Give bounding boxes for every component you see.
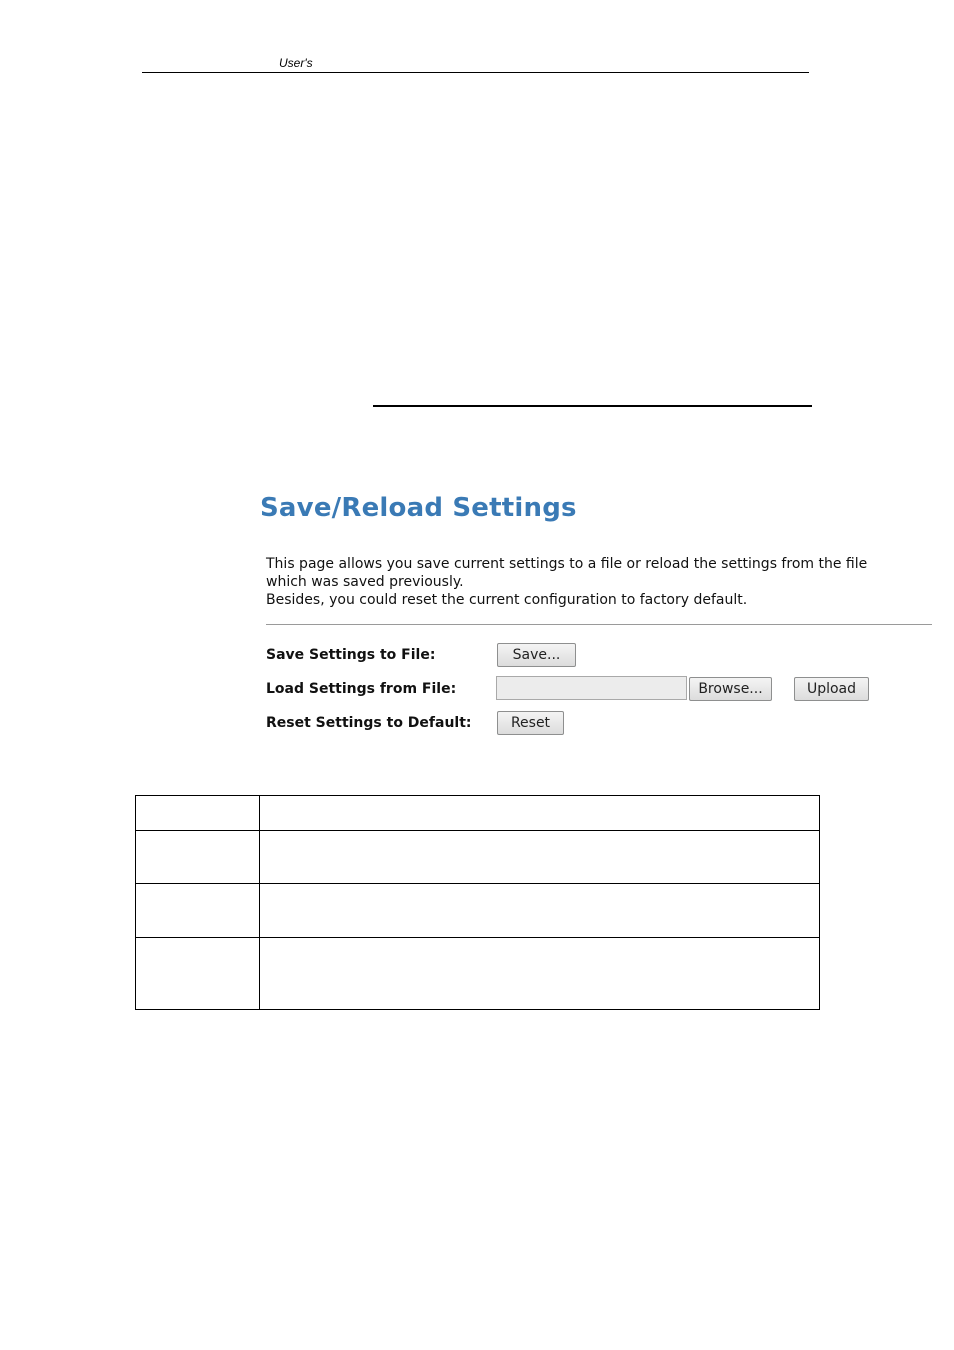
- page-description: [266, 555, 926, 609]
- save-button[interactable]: Save...: [497, 643, 576, 667]
- load-settings-label: Load Settings from File:: [266, 681, 457, 697]
- parameter-table: [135, 795, 820, 1010]
- table-row: [136, 938, 820, 1010]
- table-cell: [136, 796, 260, 831]
- table-cell: [136, 831, 260, 884]
- reset-settings-label: Reset Settings to Default:: [266, 715, 472, 731]
- table-cell: [260, 938, 820, 1010]
- save-settings-label: Save Settings to File:: [266, 647, 436, 663]
- running-header: User's: [279, 56, 313, 70]
- description-line: Besides, you could reset the current configuration to factory default.: [266, 592, 748, 608]
- header-rule: [142, 72, 809, 73]
- description-line: which was saved previously.: [266, 574, 464, 590]
- table-cell: [260, 884, 820, 938]
- reset-button[interactable]: Reset: [497, 711, 564, 735]
- page-title: Save/Reload Settings: [260, 493, 577, 523]
- divider: [266, 624, 932, 625]
- section-underline: [373, 405, 812, 407]
- table-cell: [136, 938, 260, 1010]
- table-row: [136, 796, 820, 831]
- table-row: [136, 831, 820, 884]
- upload-button[interactable]: Upload: [794, 677, 869, 701]
- save-reload-panel: [258, 490, 934, 750]
- table-row: [136, 884, 820, 938]
- table-cell: [260, 831, 820, 884]
- table-cell: [260, 796, 820, 831]
- browse-button[interactable]: Browse...: [689, 677, 772, 701]
- table-cell: [136, 884, 260, 938]
- file-path-field[interactable]: [496, 676, 687, 700]
- description-line: This page allows you save current settings to a file or reload the settings from the file: [266, 556, 868, 572]
